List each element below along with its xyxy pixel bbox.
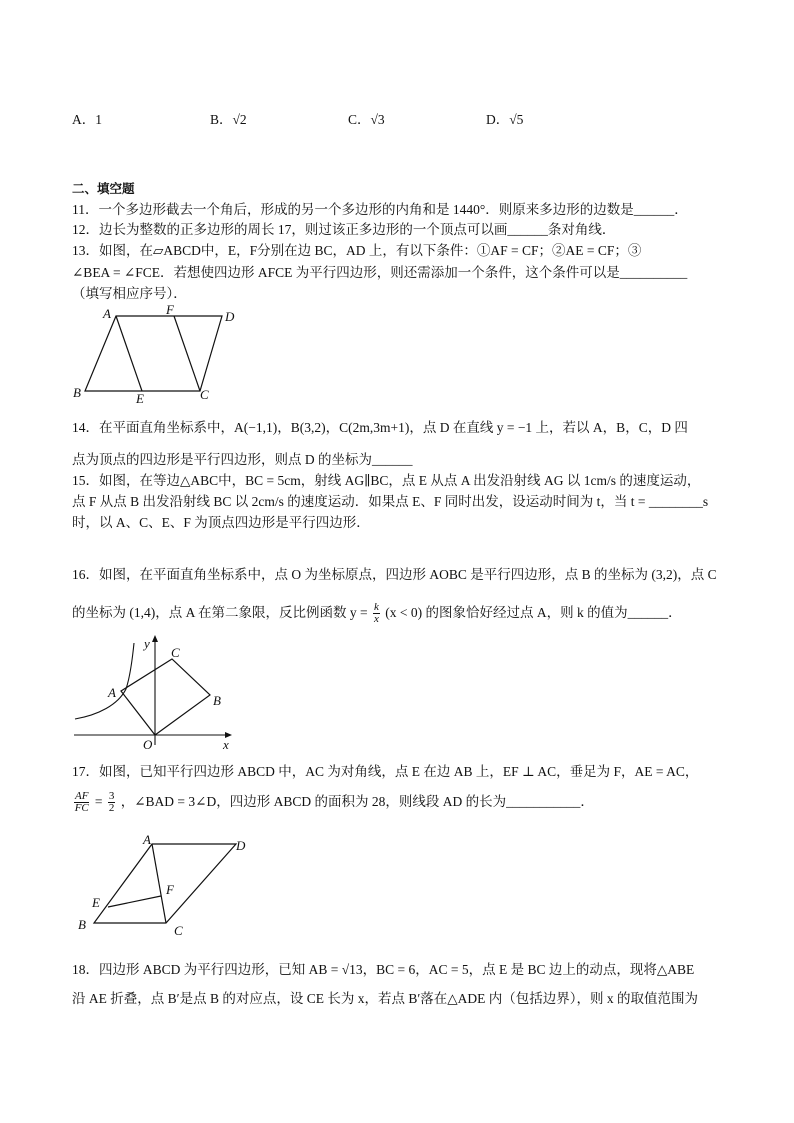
fig16-label-o: O [143,737,153,751]
q17-frac1-num: AF [75,790,89,803]
fig17-label-b: B [78,917,86,932]
fig17-label-c: C [174,923,183,938]
figure-16-graph [68,633,243,751]
q17-text-b: ，∠BAD = 3∠D，四边形 ABCD 的面积为 28，则线段 AD 的长为___________． [120,794,594,809]
question-15-line3: 时，以 A、C、E、F 为顶点四边形是平行四边形． [72,515,370,530]
q16-frac-den: x [373,613,379,626]
choice-d: D．√5 [486,112,524,127]
fig17-label-f: F [166,882,174,897]
fig16-label-y: y [144,636,150,651]
figure-13-parallelogram [70,304,250,404]
question-18-line1: 18．四边形 ABCD 为平行四边形，已知 AB = √13，BC = 6，AC = 5，点 E 是 BC 边上的动点，现将△ABE [72,962,695,977]
question-16-line2 [72,598,682,628]
q16-fraction [373,602,380,625]
question-13-line2: ∠BEA = ∠FCE．若想使四边形 AFCE 为平行四边形，则还需添加一个条件，这个条件可以是__________ [72,265,688,280]
fig16-label-b: B [213,693,221,708]
fig13-label-f: F [166,304,174,317]
fig13-label-b: B [73,385,81,400]
question-13-line3: （填写相应序号）． [72,286,187,301]
choice-b: B．√2 [210,112,247,127]
figure-17-parallelogram [70,832,260,942]
q16-frac-num: k [373,601,379,614]
choice-c: C．√3 [348,112,385,127]
q17-fraction-af-fc [74,791,89,814]
question-14-line2: 点为顶点的四边形是平行四边形，则点 D 的坐标为______ [72,452,413,467]
fig16-label-c: C [171,645,180,660]
fig13-label-d: D [225,309,235,324]
q16-text-b: (x < 0) 的图象恰好经过点 A，则 k 的值为______． [385,605,682,620]
fig17-label-a: A [143,832,151,847]
fig16-label-x: x [223,737,229,751]
fig13-label-e: E [136,391,144,404]
q17-frac1-den: FC [74,802,89,815]
fig17-label-d: D [236,838,246,853]
question-16-line1: 16．如图，在平面直角坐标系中，点 O 为坐标原点，四边形 AOBC 是平行四边形，点 B 的坐标为 (3,2)，点 C [72,567,717,582]
fig13-label-c: C [200,387,209,402]
question-15-line1: 15．如图，在等边△ABC中，BC = 5cm，射线 AG∥BC，点 E 从点 A 出发沿射线 AG 以 1cm/s 的速度运动， [72,473,701,488]
choice-a: A．1 [72,112,102,127]
fig17-label-e: E [92,895,100,910]
fig16-label-a: A [108,685,116,700]
q17-frac2-den: 2 [108,802,115,815]
section-title: 二、填空题 [72,182,135,196]
question-14-line1: 14．在平面直角坐标系中，A(−1,1)，B(3,2)，C(2m,3m+1)，点 D 在直线 y = −1 上，若以 A，B，C，D 四 [72,420,688,435]
fig13-label-a: A [103,306,111,321]
question-11: 11．一个多边形截去一个角后，形成的另一个多边形的内角和是 1440°．则原来多边形的边数是______． [72,202,688,217]
q17-equals: = [94,794,103,809]
q16-text-a: 的坐标为 (1,4)，点 A 在第二象限，反比例函数 y = [72,605,368,620]
q17-frac2-num: 3 [108,790,115,803]
question-18-line2: 沿 AE 折叠，点 B′是点 B 的对应点，设 CE 长为 x，若点 B′落在△ADE 内（包括边界），则 x 的取值范围为 [72,991,699,1006]
q17-fraction-3-2 [108,791,116,814]
question-15-line2: 点 F 从点 B 出发沿射线 BC 以 2cm/s 的速度运动．如果点 E、F 同时出发，设运动时间为 t，当 t = ________s [72,494,709,509]
question-17-line1: 17．如图，已知平行四边形 ABCD 中，AC 为对角线，点 E 在边 AB 上，EF ⊥ AC，垂足为 F，AE = AC， [72,764,699,779]
question-12: 12．边长为整数的正多边形的周长 17，则过该正多边形的一个顶点可以画______条对角线． [72,222,616,237]
question-13-line1: 13．如图，在▱ABCD中，E，F分别在边 BC，AD 上，有以下条件：①AF = CF；②AE = CF；③ [72,243,642,258]
question-17-line2 [72,784,594,820]
